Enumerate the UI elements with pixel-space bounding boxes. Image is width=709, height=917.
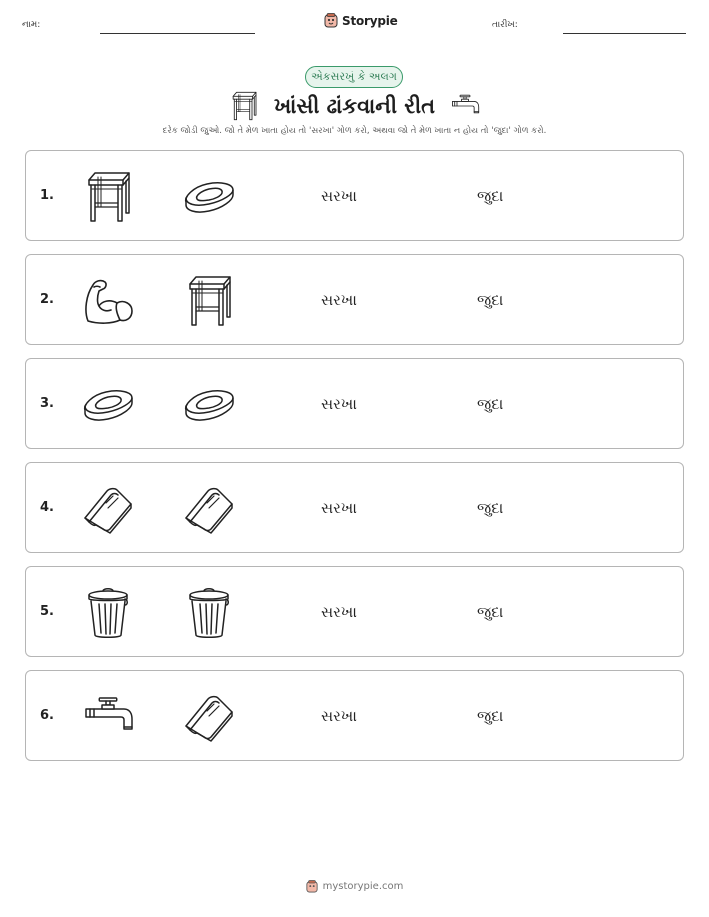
stool-icon — [228, 90, 260, 122]
date-field[interactable] — [563, 33, 686, 34]
question-card — [25, 462, 684, 553]
towel-icon — [80, 481, 136, 537]
question-number: 2. — [40, 292, 54, 307]
soap-icon — [181, 169, 237, 225]
instructions: દરેક જોડી જુઓ. જો તે મેળ ખાતા હોય તો 'સરખા' ગોળ કરો, અથવા જો તે મેળ ખાતા ન હોય તો 'જુદા' ગોળ કરો. — [162, 126, 547, 136]
name-field[interactable] — [100, 33, 255, 34]
different-option[interactable]: જુદા — [477, 498, 504, 517]
footer-url: mystorypie.com — [322, 881, 404, 892]
different-option[interactable]: જુદા — [477, 394, 504, 413]
date-label: તારીખ: — [492, 20, 518, 30]
different-option[interactable]: જુદા — [477, 186, 504, 205]
trash-can-icon — [80, 585, 136, 641]
storypie-mascot-icon — [324, 13, 338, 28]
brand-logo — [324, 13, 398, 28]
question-number: 6. — [40, 708, 54, 723]
question-card — [25, 254, 684, 345]
question-card — [25, 670, 684, 761]
towel-icon — [181, 481, 237, 537]
different-option[interactable]: જુદા — [477, 602, 504, 621]
towel-icon — [181, 689, 237, 745]
tap-icon — [449, 90, 481, 122]
question-number: 4. — [40, 500, 54, 515]
same-option[interactable]: સરખા — [321, 602, 357, 621]
storypie-mascot-icon — [306, 880, 318, 893]
question-card — [25, 358, 684, 449]
soap-icon — [80, 377, 136, 433]
soap-icon — [181, 377, 237, 433]
tap-icon — [80, 689, 136, 745]
same-option[interactable]: સરખા — [321, 498, 357, 517]
brand-name: Storypie — [342, 13, 398, 28]
question-card — [25, 150, 684, 241]
same-option[interactable]: સરખા — [321, 186, 357, 205]
muscle-arm-icon — [80, 273, 136, 329]
different-option[interactable]: જુદા — [477, 290, 504, 309]
question-number: 1. — [40, 188, 54, 203]
stool-icon — [80, 169, 136, 225]
question-number: 3. — [40, 396, 54, 411]
same-option[interactable]: સરખા — [321, 706, 357, 725]
name-label: નામ: — [22, 20, 41, 30]
page-title: ખાંસી ઢાંકવાની રીત — [273, 93, 436, 118]
different-option[interactable]: જુદા — [477, 706, 504, 725]
worksheet-type-badge: એકસરખું કે અલગ — [305, 66, 403, 88]
title-row — [0, 89, 709, 123]
same-option[interactable]: સરખા — [321, 290, 357, 309]
same-option[interactable]: સરખા — [321, 394, 357, 413]
stool-icon — [181, 273, 237, 329]
question-card — [25, 566, 684, 657]
question-number: 5. — [40, 604, 54, 619]
footer — [0, 880, 709, 893]
trash-can-icon — [181, 585, 237, 641]
